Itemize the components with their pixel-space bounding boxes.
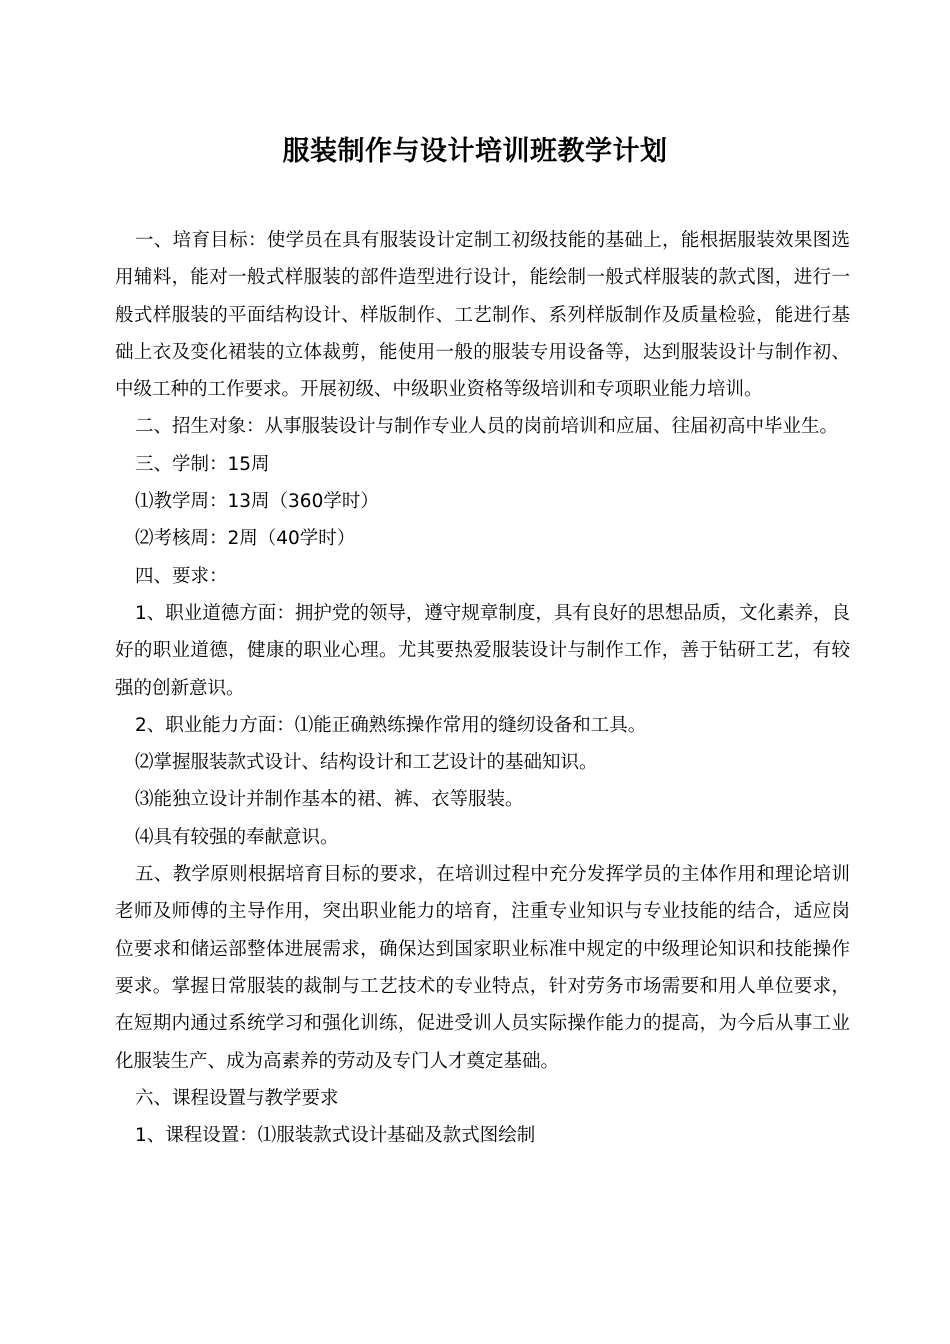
document-title: 服装制作与设计培训班教学计划 — [282, 136, 668, 167]
paragraph-enrollment-target: 二、招生对象：从事服装设计与制作专业人员的岗前培训和应届、往届初高中毕业生。 — [135, 416, 839, 438]
paragraph-teaching-weeks: ⑴教学周：13周（360学时） — [135, 491, 379, 513]
paragraph-assessment-weeks: ⑵考核周：2周（40学时） — [135, 528, 356, 550]
paragraph-curriculum-setup: 1、课程设置：⑴服装款式设计基础及款式图绘制 — [135, 1125, 536, 1147]
paragraph-curriculum-heading: 六、课程设置与教学要求 — [135, 1087, 339, 1109]
paragraph-duration: 三、学制：15周 — [135, 453, 270, 475]
document-body — [115, 222, 850, 1154]
paragraph-professional-ability: 2、职业能力方面：⑴能正确熟练操作常用的缝纫设备和工具。 — [135, 714, 647, 736]
paragraph-ability-item-2: ⑵掌握服装款式设计、结构设计和工艺设计的基础知识。 — [135, 752, 598, 774]
paragraph-ability-item-4: ⑷具有较强的奉献意识。 — [135, 826, 339, 848]
paragraph-training-goal: 一、培育目标：使学员在具有服装设计定制工初级技能的基础上，能根据服装效果图选用辅料，能对一般式样服装的部件造型进行设计，能绘制一般式样服装的款式图，进行一般式样服装的平面结构设计、样版制作、工艺制作、系列样版制作及质量检验，能进行基础上衣及变化裙装的立体裁剪，能使用一般的服装专用设备等，达到服装设计与制作初、中级工种的工作要求。开展初级、中级职业资格等级培训和专项职业能力培训。 — [115, 230, 850, 401]
paragraph-teaching-principles: 五、教学原则根据培育目标的要求，在培训过程中充分发挥学员的主体作用和理论培训老师及师傅的主导作用，突出职业能力的培育，注重专业知识与专业技能的结合，适应岗位要求和储运部整体进展需求，确保达到国家职业标准中规定的中级理论知识和技能操作要求。掌握日常服装的裁制与工艺技术的专业特点，针对劳务市场需要和用人单位要求，在短期内通过系统学习和强化训练，促进受训人员实际操作能力的提高，为今后从事工业化服装生产、成为高素养的劳动及专门人才奠定基础。 — [115, 864, 850, 1072]
paragraph-professional-ethics: 1、职业道德方面：拥护党的领导，遵守规章制度，具有良好的思想品质，文化素养，良好的职业道德，健康的职业心理。尤其要热爱服装设计与制作工作，善于钻研工艺，有较强的创新意识。 — [115, 602, 850, 699]
paragraph-requirements-heading: 四、要求： — [135, 565, 228, 587]
paragraph-ability-item-3: ⑶能独立设计并制作基本的裙、裤、衣等服装。 — [135, 789, 524, 811]
